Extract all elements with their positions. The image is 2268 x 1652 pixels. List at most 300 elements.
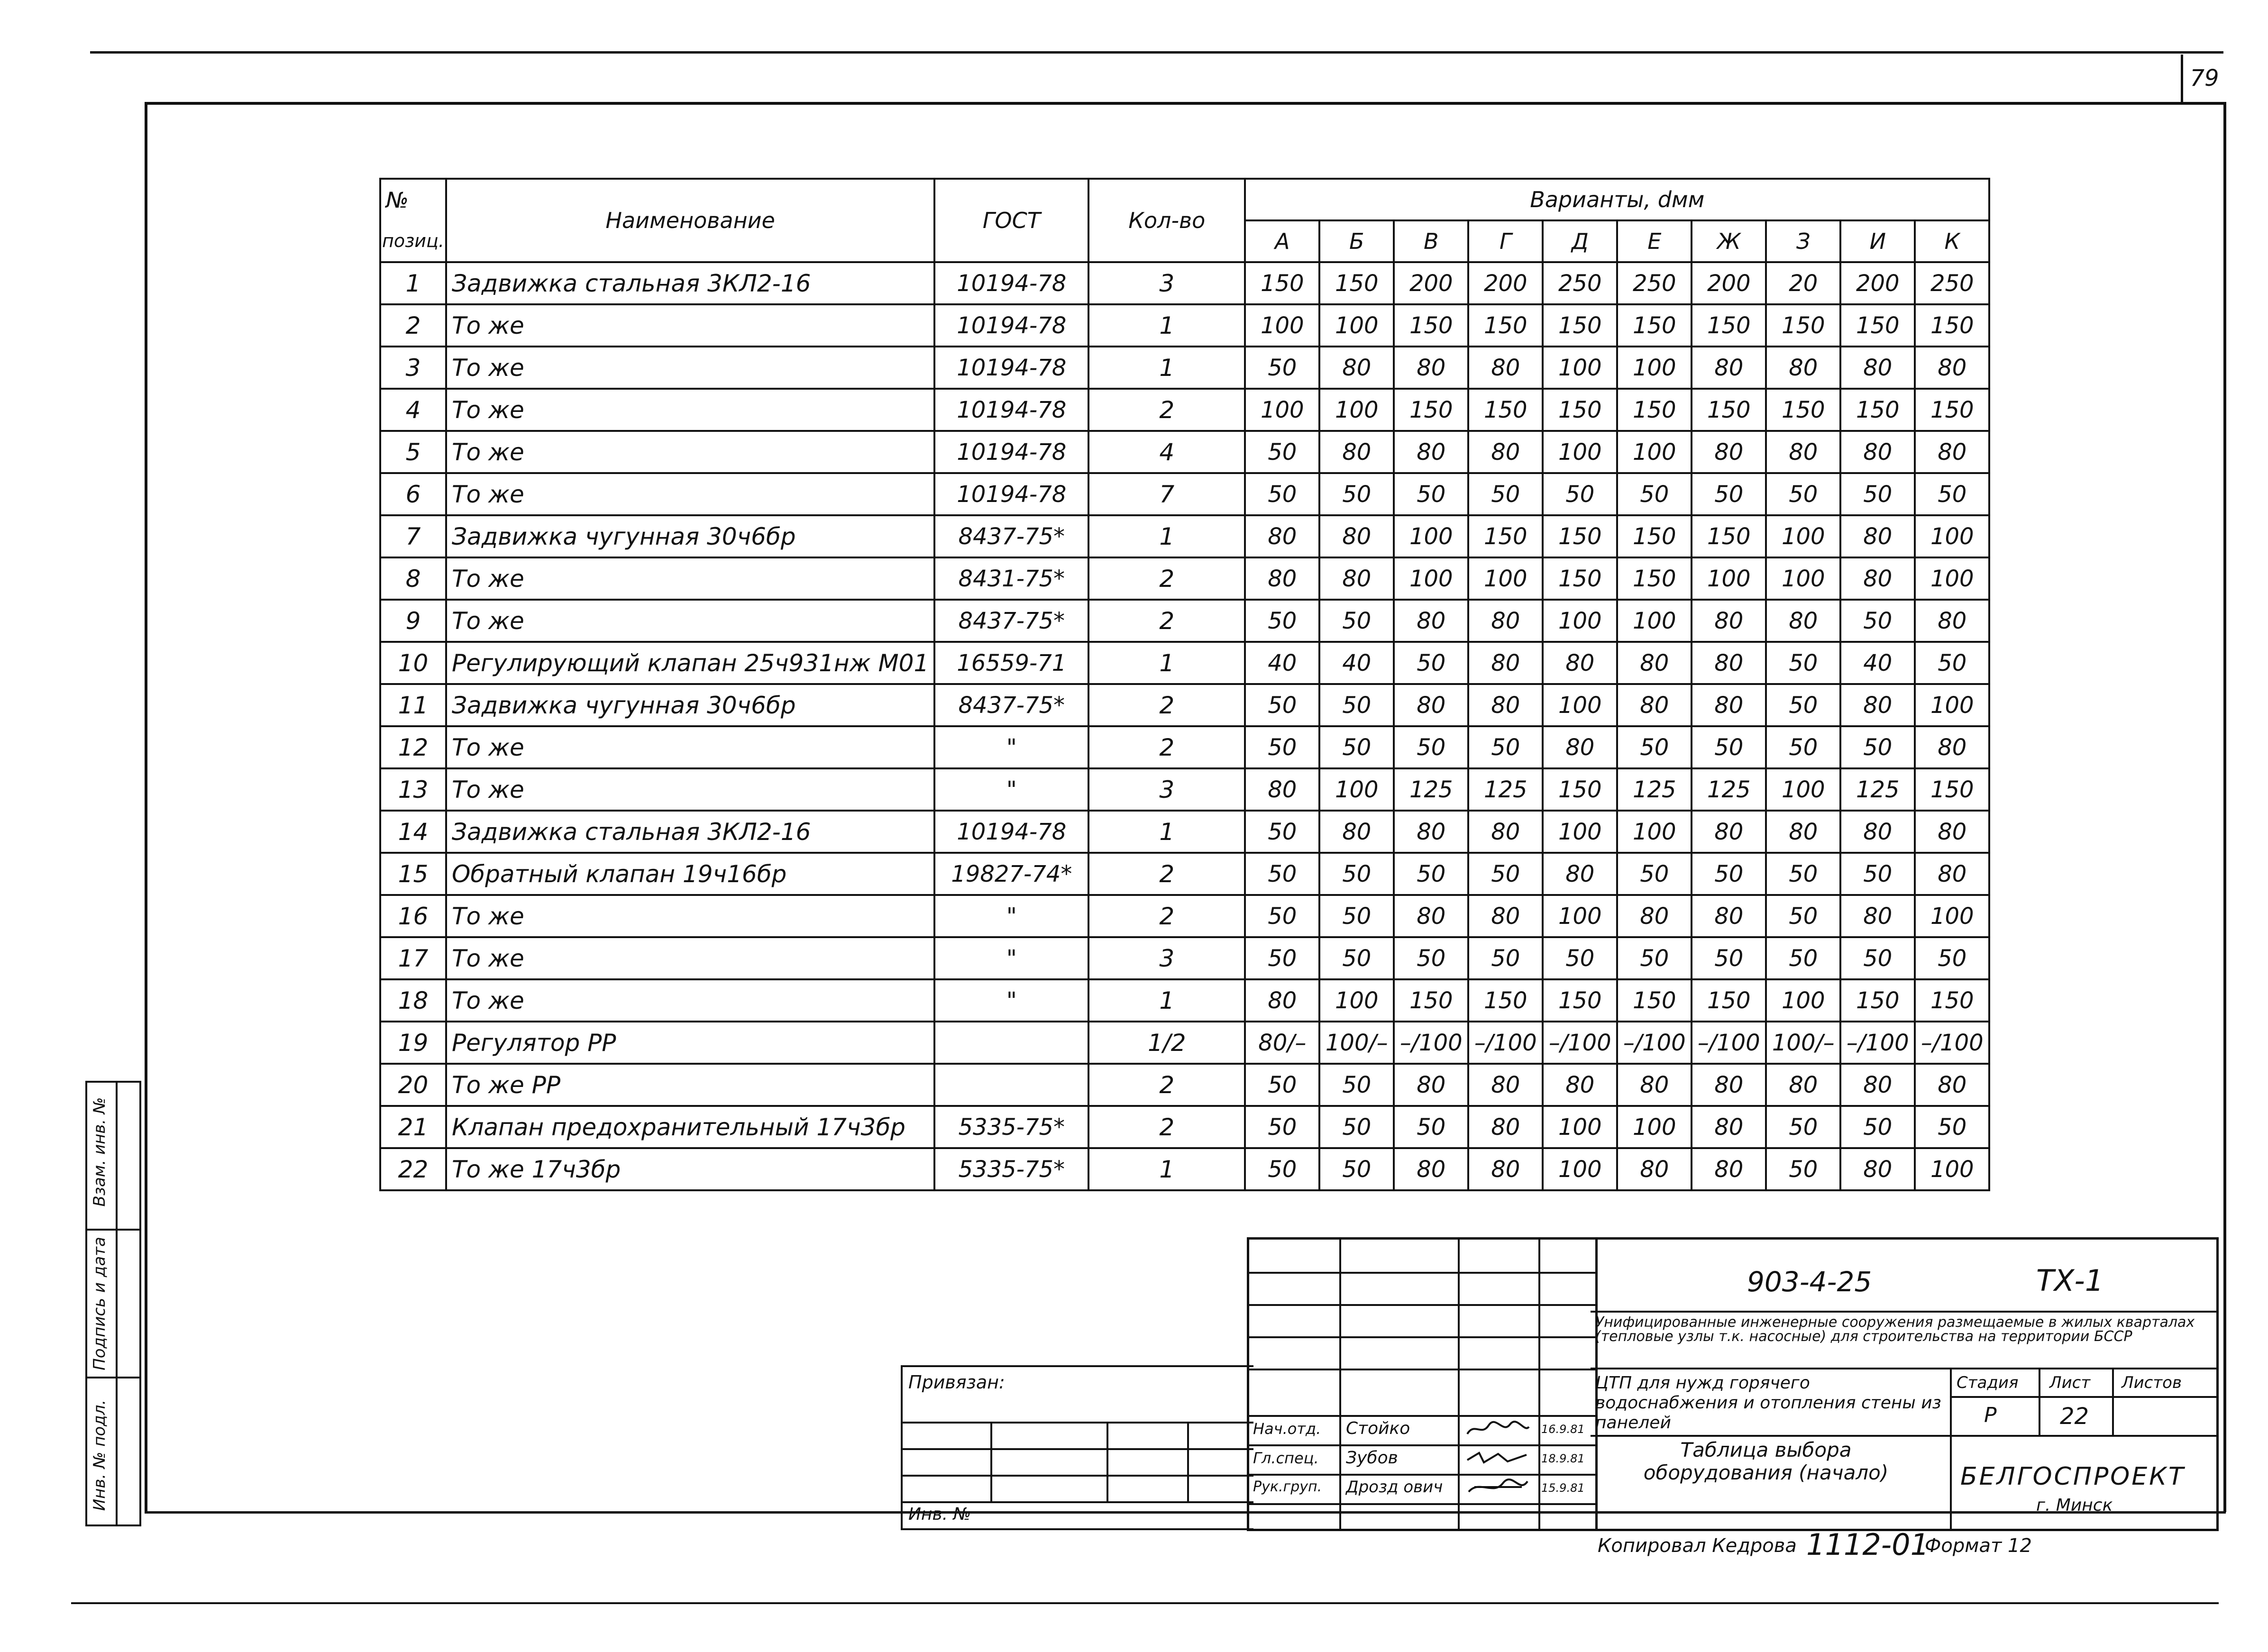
row-name: То же (446, 473, 934, 515)
row-value: 100 (1394, 557, 1468, 600)
row-gost: 10194-78 (934, 811, 1088, 853)
table-row (380, 642, 1989, 684)
table-row (380, 347, 1989, 389)
row-name: То же (446, 600, 934, 642)
row-value: 50 (1319, 1064, 1394, 1106)
row-name: То же (446, 431, 934, 473)
table-row (380, 557, 1989, 600)
row-name: Задвижка чугунная 30ч6бр (446, 515, 934, 557)
row-value: 80 (1915, 431, 1989, 473)
row-pos: 8 (380, 557, 446, 600)
row-pos: 10 (380, 642, 446, 684)
row-value: 100 (1915, 557, 1989, 600)
row-value: 80 (1915, 600, 1989, 642)
row-value: 80 (1692, 1106, 1766, 1148)
row-gost: 5335-75* (934, 1106, 1088, 1148)
sheet-title: Таблица выбора оборудования (начало) (1643, 1438, 1889, 1484)
row-value: 50 (1245, 1064, 1319, 1106)
row-qty: 3 (1088, 262, 1245, 304)
row-value: 150 (1840, 304, 1915, 347)
row-value: 150 (1543, 515, 1617, 557)
row-qty: 1 (1088, 304, 1245, 347)
row-pos: 18 (380, 979, 446, 1022)
row-pos: 9 (380, 600, 446, 642)
row-gost (934, 1022, 1088, 1064)
row-qty: 1 (1088, 642, 1245, 684)
row-value: 80 (1617, 684, 1692, 726)
row-value: 200 (1394, 262, 1468, 304)
row-value: –/100 (1840, 1022, 1915, 1064)
row-qty: 3 (1088, 937, 1245, 979)
sheets-label: Листов (2122, 1373, 2182, 1392)
row-gost: 8437-75* (934, 684, 1088, 726)
format-label: Формат 12 (1925, 1535, 2032, 1557)
table-row (380, 726, 1989, 768)
row-gost: 8437-75* (934, 515, 1088, 557)
row-name: То же (446, 895, 934, 937)
row-value: 100 (1543, 811, 1617, 853)
row-value: 80 (1766, 811, 1840, 853)
row-value: 150 (1543, 979, 1617, 1022)
row-value: 100 (1543, 431, 1617, 473)
row-value: 100 (1319, 768, 1394, 811)
row-value: 80 (1692, 431, 1766, 473)
row-value: 150 (1692, 389, 1766, 431)
row-value: 150 (1468, 304, 1543, 347)
row-pos: 12 (380, 726, 446, 768)
header-variant-10: К (1915, 220, 1989, 262)
row-value: 50 (1319, 937, 1394, 979)
row-value: 50 (1617, 473, 1692, 515)
row-value: 40 (1319, 642, 1394, 684)
row-value: 80/– (1245, 1022, 1319, 1064)
row-value: 100 (1617, 600, 1692, 642)
row-value: 100 (1766, 979, 1840, 1022)
row-value: –/100 (1692, 1022, 1766, 1064)
row-gost: 10194-78 (934, 389, 1088, 431)
row-qty: 1 (1088, 979, 1245, 1022)
row-name: Регулирующий клапан 25ч931нж М01 (446, 642, 934, 684)
row-value: 80 (1692, 347, 1766, 389)
row-value: 125 (1692, 768, 1766, 811)
row-gost: " (934, 726, 1088, 768)
row-value: 80 (1840, 1064, 1915, 1106)
row-value: 150 (1915, 304, 1989, 347)
row-pos: 17 (380, 937, 446, 979)
row-value: –/100 (1617, 1022, 1692, 1064)
row-gost: 10194-78 (934, 304, 1088, 347)
side-stamp-label-1: Взам. инв. № (90, 1097, 109, 1207)
equipment-table (379, 178, 1990, 1191)
table-row (380, 600, 1989, 642)
row-value: 150 (1468, 389, 1543, 431)
row-value: 80 (1245, 979, 1319, 1022)
row-value: 50 (1840, 1106, 1915, 1148)
row-name: Регулятор РР (446, 1022, 934, 1064)
row-value: 80 (1617, 895, 1692, 937)
row-value: 50 (1840, 600, 1915, 642)
row-value: 80 (1840, 684, 1915, 726)
row-value: 80 (1840, 347, 1915, 389)
side-stamp (85, 1081, 141, 1526)
row-value: 100 (1319, 304, 1394, 347)
row-value: 100 (1543, 1106, 1617, 1148)
row-value: 100 (1692, 557, 1766, 600)
signature-mark-1 (1465, 1420, 1531, 1439)
row-value: 50 (1766, 853, 1840, 895)
row-value: 150 (1915, 768, 1989, 811)
row-qty: 2 (1088, 895, 1245, 937)
row-value: 80 (1915, 347, 1989, 389)
row-value: 100 (1543, 600, 1617, 642)
row-value: 80 (1394, 431, 1468, 473)
row-value: 50 (1245, 853, 1319, 895)
row-name: Обратный клапан 19ч16бр (446, 853, 934, 895)
row-value: 50 (1617, 937, 1692, 979)
table-row (380, 1106, 1989, 1148)
row-value: 150 (1543, 389, 1617, 431)
header-variant-7: Ж (1692, 220, 1766, 262)
row-value: 80 (1468, 684, 1543, 726)
bottom-dash-line (71, 1602, 2219, 1604)
row-value: 20 (1766, 262, 1840, 304)
row-value: 50 (1394, 726, 1468, 768)
row-value: 150 (1617, 389, 1692, 431)
table-row (380, 1022, 1989, 1064)
row-gost: 10194-78 (934, 262, 1088, 304)
row-value: 80 (1840, 515, 1915, 557)
table-row (380, 1148, 1989, 1190)
sheet-value: 22 (2060, 1403, 2089, 1430)
row-qty: 2 (1088, 853, 1245, 895)
row-value: 50 (1617, 726, 1692, 768)
row-name: Задвижка стальная 3КЛ2-16 (446, 811, 934, 853)
row-pos: 22 (380, 1148, 446, 1190)
row-value: 50 (1245, 726, 1319, 768)
description: Унифицированные инженерные сооружения размещаемые в жилых кварталах (тепловые узлы т.к. насосные) для строительства на территории БССР (1595, 1314, 2195, 1345)
row-gost: 10194-78 (934, 431, 1088, 473)
frame-top-line (145, 102, 2226, 105)
attach-label: Привязан: (908, 1372, 1005, 1393)
row-value: 150 (1394, 304, 1468, 347)
table-row (380, 684, 1989, 726)
row-value: 80 (1840, 557, 1915, 600)
row-value: 50 (1766, 726, 1840, 768)
row-qty: 2 (1088, 557, 1245, 600)
row-gost: " (934, 979, 1088, 1022)
row-gost: " (934, 895, 1088, 937)
row-value: 80 (1394, 600, 1468, 642)
side-stamp-label-3: Инв. № подл. (90, 1399, 109, 1511)
row-value: 125 (1394, 768, 1468, 811)
row-value: 80 (1840, 431, 1915, 473)
row-value: 80 (1692, 600, 1766, 642)
stage-label: Стадия (1957, 1373, 2019, 1392)
signature-block (1247, 1237, 1598, 1531)
row-name: То же (446, 304, 934, 347)
table-row (380, 473, 1989, 515)
row-value: 150 (1394, 979, 1468, 1022)
row-value: 80 (1543, 1064, 1617, 1106)
row-value: 150 (1692, 979, 1766, 1022)
stage-value: Р (1984, 1403, 1997, 1427)
row-gost: " (934, 937, 1088, 979)
row-value: 40 (1840, 642, 1915, 684)
row-value: 80 (1915, 853, 1989, 895)
row-qty: 2 (1088, 684, 1245, 726)
corner-number: 79 (2190, 65, 2219, 91)
row-gost: 5335-75* (934, 1148, 1088, 1190)
row-value: 80 (1617, 1064, 1692, 1106)
header-qty: Кол-во (1088, 179, 1245, 262)
row-value: 80 (1394, 1064, 1468, 1106)
row-value: 50 (1766, 1106, 1840, 1148)
sig-date-1: 16.9.81 (1541, 1423, 1585, 1436)
row-value: 80 (1840, 1148, 1915, 1190)
row-qty: 2 (1088, 600, 1245, 642)
row-value: 50 (1319, 1106, 1394, 1148)
header-variant-1: А (1245, 220, 1319, 262)
row-value: 50 (1915, 473, 1989, 515)
header-variant-5: Д (1543, 220, 1617, 262)
row-value: 80 (1468, 1064, 1543, 1106)
row-value: 80 (1692, 684, 1766, 726)
table-row (380, 853, 1989, 895)
row-value: 100 (1766, 768, 1840, 811)
row-value: –/100 (1543, 1022, 1617, 1064)
row-value: 150 (1394, 389, 1468, 431)
row-value: 80 (1319, 347, 1394, 389)
row-gost: 10194-78 (934, 347, 1088, 389)
row-value: 80 (1915, 1064, 1989, 1106)
row-value: 80 (1840, 895, 1915, 937)
row-value: 125 (1840, 768, 1915, 811)
row-qty: 2 (1088, 726, 1245, 768)
row-value: 80 (1766, 1064, 1840, 1106)
row-value: 80 (1766, 347, 1840, 389)
row-value: 50 (1394, 642, 1468, 684)
row-gost: 19827-74* (934, 853, 1088, 895)
row-qty: 1 (1088, 347, 1245, 389)
row-pos: 16 (380, 895, 446, 937)
row-value: 100 (1543, 1148, 1617, 1190)
row-pos: 6 (380, 473, 446, 515)
row-value: 150 (1840, 979, 1915, 1022)
table-row (380, 515, 1989, 557)
table-row (380, 304, 1989, 347)
row-pos: 20 (380, 1064, 446, 1106)
table-row (380, 389, 1989, 431)
row-value: 100 (1617, 811, 1692, 853)
row-value: 50 (1394, 473, 1468, 515)
object-title: ЦТП для нужд горячего водоснабжения и отопления стены из панелей (1595, 1373, 1941, 1433)
sig-role-1: Нач.отд. (1253, 1420, 1321, 1438)
row-value: 50 (1766, 473, 1840, 515)
row-value: 50 (1840, 473, 1915, 515)
row-value: 150 (1543, 768, 1617, 811)
row-value: 50 (1319, 684, 1394, 726)
row-name: То же (446, 979, 934, 1022)
row-value: 100 (1617, 431, 1692, 473)
row-value: 80 (1915, 726, 1989, 768)
row-value: 150 (1617, 515, 1692, 557)
row-value: 100 (1617, 347, 1692, 389)
row-qty: 1 (1088, 811, 1245, 853)
header-variant-9: И (1840, 220, 1915, 262)
frame-right-line (2223, 102, 2226, 1512)
row-value: 125 (1617, 768, 1692, 811)
row-qty: 2 (1088, 389, 1245, 431)
table-row (380, 768, 1989, 811)
row-value: 80 (1617, 1148, 1692, 1190)
row-value: 125 (1468, 768, 1543, 811)
header-pos-top: № (380, 179, 446, 220)
row-value: 50 (1245, 1148, 1319, 1190)
top-border-line (90, 51, 2223, 54)
header-variant-3: В (1394, 220, 1468, 262)
row-value: –/100 (1468, 1022, 1543, 1064)
row-value: 150 (1692, 304, 1766, 347)
row-value: 100 (1319, 979, 1394, 1022)
row-value: 50 (1245, 347, 1319, 389)
row-value: 100/– (1766, 1022, 1840, 1064)
header-variant-2: Б (1319, 220, 1394, 262)
row-value: 50 (1245, 600, 1319, 642)
row-value: 100 (1319, 389, 1394, 431)
row-value: 150 (1766, 389, 1840, 431)
row-pos: 5 (380, 431, 446, 473)
row-value: 100 (1394, 515, 1468, 557)
row-value: 100 (1766, 515, 1840, 557)
row-value: 50 (1245, 684, 1319, 726)
row-value: 50 (1394, 937, 1468, 979)
row-name: То же (446, 347, 934, 389)
row-value: –/100 (1394, 1022, 1468, 1064)
row-value: 50 (1468, 726, 1543, 768)
row-value: 150 (1840, 389, 1915, 431)
row-value: 150 (1543, 557, 1617, 600)
row-value: 50 (1245, 811, 1319, 853)
row-value: 150 (1468, 979, 1543, 1022)
row-qty: 2 (1088, 1106, 1245, 1148)
row-value: 80 (1394, 684, 1468, 726)
header-variant-4: Г (1468, 220, 1543, 262)
row-gost: 10194-78 (934, 473, 1088, 515)
row-value: 50 (1394, 1106, 1468, 1148)
row-gost: 8431-75* (934, 557, 1088, 600)
sig-name-1: Стойко (1346, 1419, 1410, 1438)
side-stamp-label-2: Подпись и дата (90, 1237, 109, 1370)
row-value: 150 (1766, 304, 1840, 347)
row-gost: 16559-71 (934, 642, 1088, 684)
doc-mark: ТХ-1 (2036, 1263, 2104, 1298)
city: г. Минск (2036, 1496, 2113, 1515)
row-qty: 1 (1088, 1148, 1245, 1190)
row-name: Клапан предохранительный 17ч3бр (446, 1106, 934, 1148)
row-value: 50 (1840, 937, 1915, 979)
row-value: 50 (1915, 642, 1989, 684)
row-value: 80 (1468, 1106, 1543, 1148)
row-value: 80 (1245, 515, 1319, 557)
row-value: 80 (1319, 431, 1394, 473)
sig-date-3: 15.9.81 (1541, 1481, 1585, 1495)
row-name: Задвижка чугунная 30ч6бр (446, 684, 934, 726)
frame-left-line (145, 102, 147, 1512)
row-value: 80 (1915, 811, 1989, 853)
row-value: 100/– (1319, 1022, 1394, 1064)
row-value: 80 (1468, 600, 1543, 642)
row-value: 100 (1543, 895, 1617, 937)
row-value: 150 (1245, 262, 1319, 304)
table-row (380, 1064, 1989, 1106)
row-gost: 8437-75* (934, 600, 1088, 642)
row-value: 100 (1915, 684, 1989, 726)
row-value: 50 (1766, 895, 1840, 937)
row-value: 50 (1692, 937, 1766, 979)
row-value: 50 (1617, 853, 1692, 895)
sig-date-2: 18.9.81 (1541, 1452, 1585, 1465)
row-value: 80 (1394, 1148, 1468, 1190)
row-value: 50 (1468, 937, 1543, 979)
row-value: 80 (1840, 811, 1915, 853)
row-pos: 1 (380, 262, 446, 304)
header-gost: ГОСТ (934, 179, 1088, 262)
row-name: То же (446, 389, 934, 431)
header-variant-6: Е (1617, 220, 1692, 262)
inv-label: Инв. № (908, 1505, 971, 1524)
row-value: 80 (1394, 347, 1468, 389)
row-value: 50 (1245, 895, 1319, 937)
title-main-block (1591, 1237, 2219, 1531)
row-value: 150 (1319, 262, 1394, 304)
row-qty: 1/2 (1088, 1022, 1245, 1064)
row-value: 50 (1692, 473, 1766, 515)
row-value: 250 (1543, 262, 1617, 304)
row-value: 100 (1245, 389, 1319, 431)
corner-number-box (2181, 55, 2226, 104)
signature-mark-2 (1465, 1448, 1531, 1467)
row-value: 100 (1468, 557, 1543, 600)
row-pos: 15 (380, 853, 446, 895)
header-pos-bottom: позиц. (380, 220, 446, 262)
row-value: 80 (1319, 811, 1394, 853)
signature-mark-3 (1465, 1477, 1531, 1497)
row-value: 80 (1766, 431, 1840, 473)
sig-role-3: Рук.груп. (1253, 1479, 1322, 1495)
row-value: 50 (1543, 473, 1617, 515)
table-row (380, 811, 1989, 853)
row-value: 50 (1319, 473, 1394, 515)
row-value: 100 (1915, 895, 1989, 937)
row-value: 40 (1245, 642, 1319, 684)
row-value: 50 (1319, 726, 1394, 768)
header-variants: Варианты, dмм (1245, 179, 1989, 220)
row-value: 50 (1468, 473, 1543, 515)
row-value: 50 (1840, 853, 1915, 895)
copy-number: 1112-01 (1806, 1527, 1930, 1562)
row-name: То же (446, 726, 934, 768)
row-value: 80 (1692, 895, 1766, 937)
row-value: 200 (1692, 262, 1766, 304)
table-row (380, 262, 1989, 304)
row-value: 100 (1766, 557, 1840, 600)
row-value: 80 (1766, 600, 1840, 642)
row-pos: 21 (380, 1106, 446, 1148)
row-value: 80 (1468, 811, 1543, 853)
row-value: 150 (1617, 979, 1692, 1022)
row-value: 80 (1394, 811, 1468, 853)
table-row (380, 979, 1989, 1022)
